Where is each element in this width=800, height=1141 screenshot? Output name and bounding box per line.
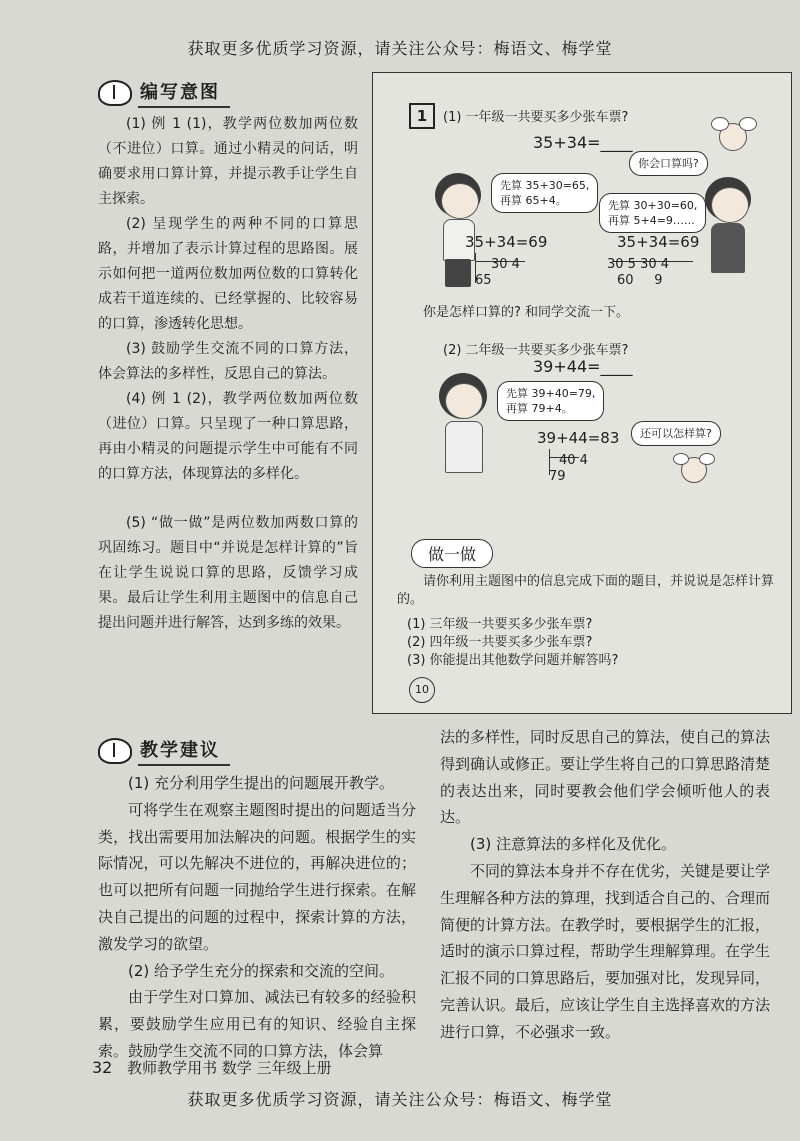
- advice-header: [98, 736, 230, 766]
- advice-left-column: [98, 770, 416, 1065]
- intent-header: [98, 78, 230, 108]
- calc-3-equation: 39+44=83: [537, 429, 620, 447]
- book-icon: [98, 738, 132, 764]
- calc-2-split: 30 5 30 4: [607, 257, 670, 272]
- book-icon: [98, 80, 132, 106]
- intent-paragraph: (3) 鼓励学生交流不同的口算方法，体会算法的多样性，反思自己的算法。: [98, 341, 358, 382]
- question-2: (2) 二年级一共要买多少张车票?: [443, 343, 629, 358]
- equation-2: 39+44=____: [533, 357, 633, 376]
- calc-3-result: 79: [549, 469, 566, 484]
- girl-2-bubble: 先算 39+40=79, 再算 79+4。: [497, 381, 604, 421]
- calc-2-result: 60 9: [617, 273, 663, 288]
- calc-1-result: 65: [475, 273, 492, 288]
- exercise-intro: 请你利用主题图中的信息完成下面的题目，并说说是怎样计算的。: [397, 574, 775, 607]
- advice-paragraph: (1) 充分利用学生提出的问题展开教学。: [128, 774, 395, 792]
- calc-1-equation: 35+34=69: [465, 233, 548, 251]
- advice-paragraph: 不同的算法本身并不存在优劣，关键是要让学生理解各种方法的算理，找到适合自己的、合理而简便的计算方法。在教学时，要根据学生的汇报，适时的演示口算过程，帮助学生理解算理。在学生汇报不同的口算思路后，要加强对比，发现异同，完善认识。最后，应该让学生自主选择喜欢的方法进行口算，不必强求一致。: [440, 861, 771, 1041]
- fairy-bubble-1: 你会口算吗?: [629, 151, 708, 176]
- intent-paragraph: (1) 例 1 (1)，教学两位数加两位数（不进位）口算。通过小精灵的问话，明确要求用口算计算，并提示教手让学生自主探索。: [98, 116, 358, 207]
- textbook-page: [372, 72, 792, 714]
- fairy-bubble-2: 还可以怎样算?: [631, 421, 721, 446]
- page-footer: [92, 1057, 332, 1078]
- advice-paragraph: (3) 注意算法的多样化及优化。: [470, 835, 677, 854]
- calc-3-split: 40 4: [559, 453, 588, 468]
- intent-paragraph: (4) 例 1 (2)，教学两位数加两位数（进位）口算。只呈现了一种口算思路，再由小精灵的问题提示学生中可能有不同的口算方法，体现算法的多样化。: [98, 391, 358, 482]
- bottom-banner: 获取更多优质学习资源，请关注公众号：梅语文、梅学堂: [187, 1090, 613, 1109]
- book-title: 教师教学用书 数学 三年级上册: [127, 1059, 332, 1077]
- exercise-title: 做一做: [411, 539, 493, 568]
- discuss-prompt: 你是怎样口算的? 和同学交流一下。: [423, 305, 630, 320]
- intent-title: 编写意图: [138, 78, 230, 108]
- page-number: 32: [92, 1058, 113, 1077]
- exercise-item: (2) 四年级一共要买多少张车票?: [407, 635, 593, 650]
- advice-paragraph: 可将学生在观察主题图时提出的问题适当分类，找出需要用加法解决的问题。根据学生的实际情况，可以先解决不进位的，再解决进位的；也可以把所有问题一同抛给学生进行探索。在解决自己提出的问题的过程中，探索计算的方法，激发学习的欲望。: [98, 800, 416, 953]
- calc-1-split: 30 4: [491, 257, 520, 272]
- intent-paragraph: (2) 呈现学生的两种不同的口算思路，并增加了表示计算过程的思路图。展示如何把一道两位数加两位数的口算转化成若干道连续的、已经掌握的、比较容易的口算，渗透转化思想。: [98, 216, 358, 332]
- intent-paragraph: (5) “做一做”是两位数加两数口算的巩固练习。题目中“并说是怎样计算的”旨在让学生说说口算的思路，反馈学习成果。最后让学生利用主题图中的信息自己提出问题并进行解答，达到多练的效果。: [98, 515, 358, 631]
- advice-right-column: [440, 724, 770, 1046]
- calc-2-equation: 35+34=69: [617, 233, 700, 251]
- advice-paragraph: (2) 给予学生充分的探索和交流的空间。: [128, 961, 395, 980]
- intent-column: [98, 112, 358, 636]
- advice-paragraph: 由于学生对口算加、减法已有较多的经验积累，要鼓励学生应用已有的知识、经验自主探索。鼓励学生交流不同的口算方法，体会算: [98, 988, 416, 1060]
- advice-title: 教学建议: [138, 736, 230, 766]
- girl-bubble: 先算 30+30=60, 再算 5+4=9……: [599, 193, 706, 233]
- textbook-page-number: 10: [409, 677, 435, 703]
- advice-paragraph: 法的多样性，同时反思自己的算法，使自己的算法得到确认或修正。要让学生将自己的口算思路清楚的表达出来，同时要教会他们学会倾听他人的表达。: [440, 728, 771, 827]
- example-number: 1: [409, 103, 435, 129]
- exercise-item: (3) 你能提出其他数学问题并解答吗?: [407, 653, 619, 668]
- equation-1: 35+34=____: [533, 133, 633, 152]
- question-1: (1) 一年级一共要买多少张车票?: [443, 110, 629, 125]
- top-banner: 获取更多优质学习资源，请关注公众号：梅语文、梅学堂: [187, 39, 613, 58]
- exercise-item: (1) 三年级一共要买多少张车票?: [407, 617, 593, 632]
- boy-bubble: 先算 35+30=65, 再算 65+4。: [491, 173, 598, 213]
